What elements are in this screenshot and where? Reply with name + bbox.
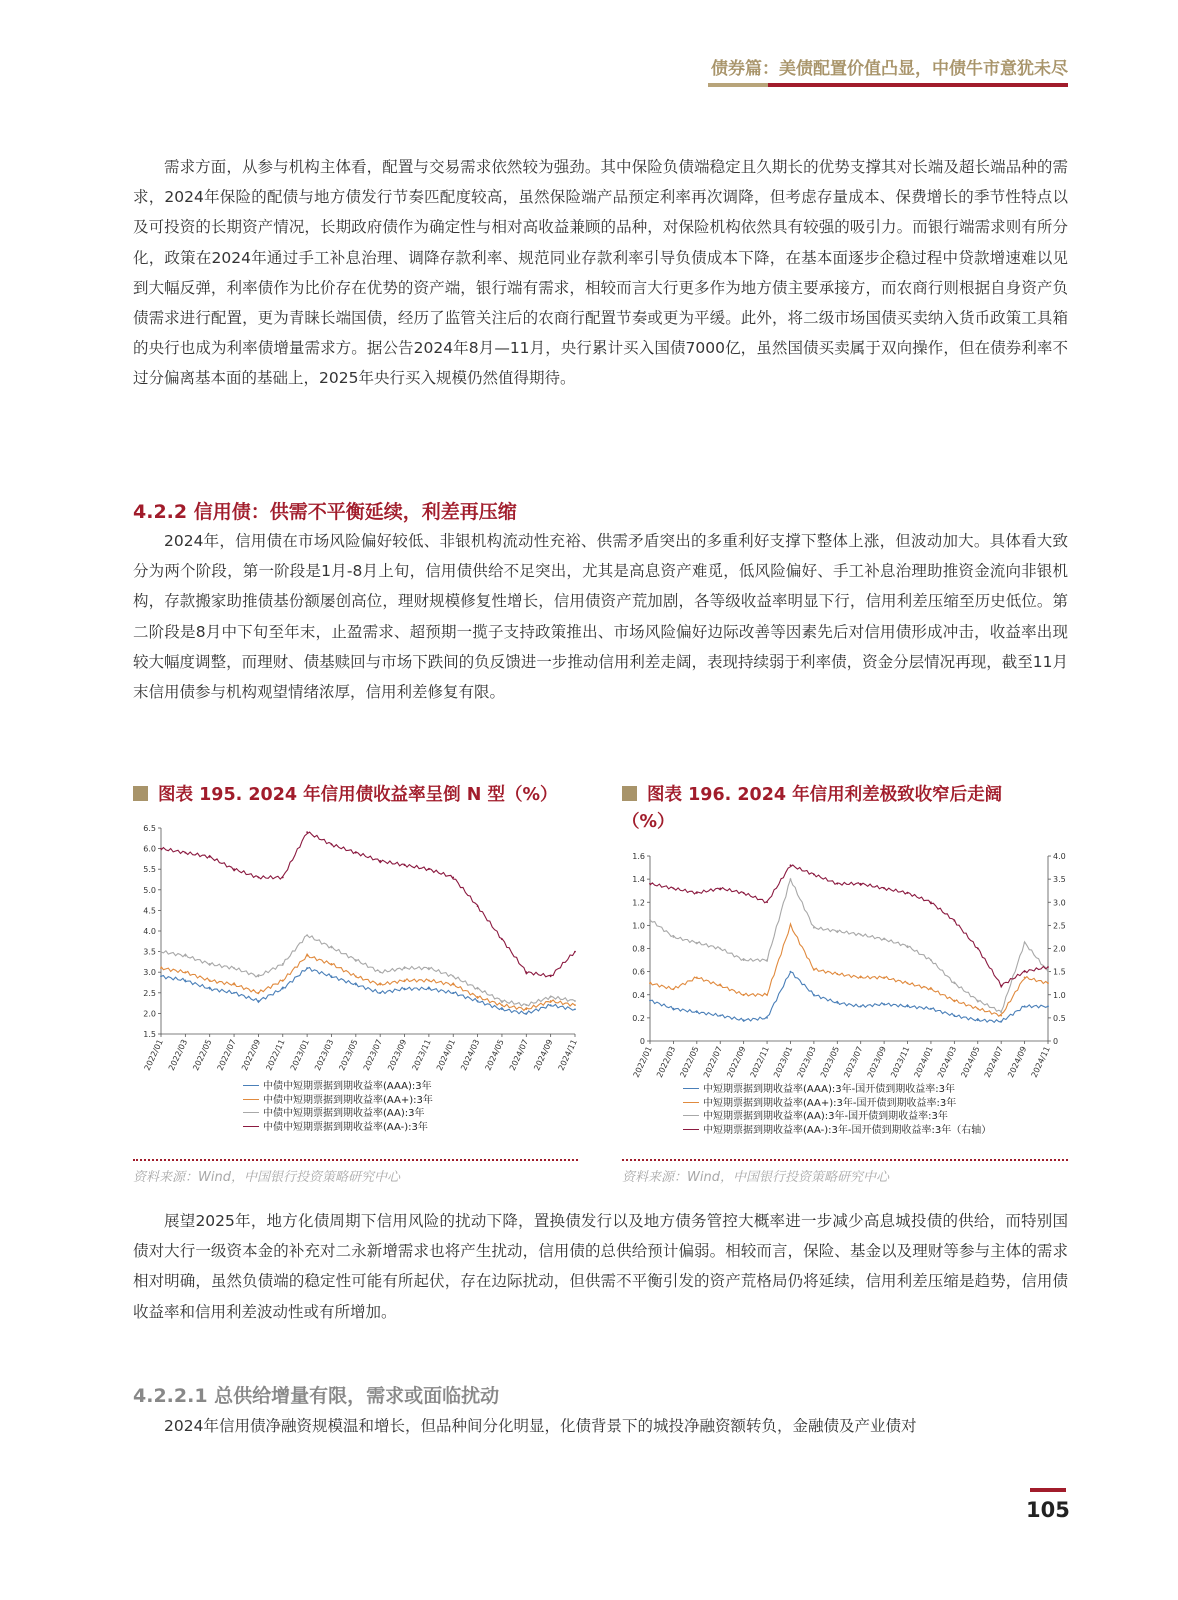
data-point	[428, 988, 430, 990]
series-line	[650, 865, 1048, 987]
series-line	[650, 924, 1048, 1016]
x-tick-label: 2023/07	[361, 1038, 384, 1072]
data-point	[953, 982, 955, 984]
x-tick-label: 2023/11	[889, 1045, 912, 1079]
x-tick-label: 2024/03	[935, 1045, 959, 1079]
data-point	[813, 994, 815, 996]
caption-square-icon	[133, 786, 148, 801]
x-tick-label: 2023/03	[313, 1038, 336, 1072]
y-tick-right-label: 1.5	[1053, 967, 1066, 977]
data-point	[477, 988, 479, 990]
data-point	[355, 984, 357, 986]
data-point	[883, 977, 885, 979]
legend-item: 中短期票据到期收益率(AAA):3年-国开债到期收益率:3年	[683, 1083, 991, 1097]
data-point	[525, 971, 527, 973]
x-tick-label: 2023/09	[386, 1038, 409, 1072]
data-point	[379, 992, 381, 994]
data-point	[550, 975, 552, 977]
data-point	[355, 975, 357, 977]
data-point	[331, 947, 333, 949]
data-point	[282, 963, 284, 965]
figure-196-caption	[622, 782, 1068, 836]
y-tick-label: 1.6	[632, 852, 645, 861]
x-tick-label: 2023/01	[772, 1045, 795, 1079]
x-tick-label: 2022/05	[191, 1038, 214, 1072]
y-tick-label: 5.0	[143, 885, 156, 895]
data-point	[907, 982, 909, 984]
data-point	[331, 844, 333, 846]
data-point	[766, 994, 768, 996]
data-point	[574, 1008, 576, 1010]
data-point	[977, 1019, 979, 1021]
y-tick-label: 0.6	[632, 967, 645, 977]
header-rule-gold	[708, 83, 768, 87]
y-tick-label: 6.5	[143, 824, 156, 833]
legend-item: 中债中短期票据到期收益率(AA):3年	[243, 1107, 433, 1121]
x-tick-label: 2024/01	[912, 1045, 935, 1079]
y-tick-right-label: 3.5	[1053, 875, 1066, 885]
data-point	[649, 982, 651, 984]
paragraph-demand: 需求方面，从参与机构主体看，配置与交易需求依然较为强劲。其中保险负债端稳定且久期长的优势支撑其对长端及超长端品种的需求，2024年保险的配债与地方债发行节奏匹配度较高，虽然保险端产品预定利率再次调降，但考虑存量成本、保费增长的季节性特点以及可投资的长期资产情况，长期政府债作为确定性与相对高收益兼顾的品种，对保险机构依然具有较强的吸引力。而银行端需求则有所分化，政策在2024年通过手工补息治理、调降存款利率、规范同业存款利率引导负债成本下降，在基本面逐步企稳过程中贷款增速难以见到大幅反弹，利率债作为比价存在优势的资产端，银行端有需求，相较而言大行更多作为地方债主要承接方，而农商行则根据自身资产负债需求进行配置，更为青睐长端国债，经历了监管关注后的农商行配置节奏或更为平缓。此外，将二级市场国债买卖纳入货币政策工具箱的央行也成为利率债增量需求方。据公告2024年8月—11月，央行累计买入国债7000亿，虽然国债买卖属于双向操作，但在债券利率不过分偏离基本面的基础上，2025年央行买入规模仍然值得期待。	[133, 158, 1068, 388]
data-point	[355, 852, 357, 854]
figure-195-legend	[243, 1080, 433, 1134]
data-point	[331, 975, 333, 977]
y-tick-label: 2.0	[143, 1009, 156, 1019]
data-point	[209, 980, 211, 982]
data-point	[452, 877, 454, 879]
y-tick-label: 5.5	[143, 865, 156, 875]
data-point	[209, 963, 211, 965]
x-tick-label: 2022/01	[142, 1038, 165, 1072]
data-point	[1000, 985, 1002, 987]
data-point	[306, 955, 308, 957]
y-tick-label: 0.4	[632, 990, 645, 1000]
data-point	[452, 984, 454, 986]
x-tick-label: 2022/07	[701, 1045, 725, 1079]
series-line	[161, 935, 575, 1006]
data-point	[649, 1000, 651, 1002]
data-point	[379, 860, 381, 862]
data-point	[743, 1019, 745, 1021]
data-point	[883, 1003, 885, 1005]
data-point	[1024, 971, 1026, 973]
data-point	[977, 1008, 979, 1010]
data-point	[258, 975, 260, 977]
data-point	[930, 988, 932, 990]
data-point	[404, 980, 406, 982]
x-tick-label: 2024/11	[556, 1038, 579, 1072]
figure-196-caption-text: 图表 196. 2024 年信用利差极致收窄后走阔	[647, 785, 1003, 805]
data-point	[907, 1005, 909, 1007]
y-tick-label: 2.5	[143, 988, 156, 998]
x-tick-label: 2022/01	[631, 1045, 654, 1079]
y-tick-label: 0	[639, 1037, 645, 1046]
x-tick-label: 2022/09	[725, 1045, 748, 1079]
x-tick-label: 2022/03	[166, 1038, 190, 1072]
x-tick-label: 2024/01	[434, 1038, 458, 1072]
legend-item: 中债中短期票据到期收益率(AA-):3年	[243, 1121, 433, 1135]
legend-item: 中债中短期票据到期收益率(AA+):3年	[243, 1094, 433, 1108]
data-point	[452, 975, 454, 977]
caption-square-icon	[622, 786, 637, 801]
y-tick-right-label: 2.0	[1053, 944, 1066, 954]
data-point	[525, 1008, 527, 1010]
data-point	[525, 1004, 527, 1006]
data-point	[696, 977, 698, 979]
x-tick-label: 2024/07	[982, 1045, 1005, 1079]
paragraph-credit-2024: 2024年，信用债在市场风险偏好较低、非银机构流动性充裕、供需矛盾突出的多重利好支撑下整体上涨，但波动加大。具体看大致分为两个阶段，第一阶段是1月-8月上旬，信用债供给不足突出，尤其是高息资产难觅，低风险偏好、手工补息治理助推资金流向非银机构，存款搬家助推债基份额屡创高位，理财规模修复性增长，信用债资产荒加剧，各等级收益率明显下行，信用利差压缩至历史低位。第二阶段是8月中下旬至年末，止盈需求、超预期一揽子支持政策推出、市场风险偏好边际改善等因素先后对信用债形成冲击，收益率出现较大幅度调整，而理财、债基赎回与市场下跌间的负反馈进一步推动信用利差走阔，表现持续弱于利率债，资金分层情况再现，截至11月末信用债参与机构观望情绪浓厚，信用利差修复有限。	[133, 532, 1068, 702]
data-point	[743, 892, 745, 894]
data-point	[953, 920, 955, 922]
y-tick-right-label: 3.0	[1053, 898, 1066, 908]
data-point	[930, 901, 932, 903]
y-tick-label: 4.5	[143, 906, 156, 916]
data-point	[355, 959, 357, 961]
data-point	[907, 945, 909, 947]
y-tick-right-label: 4.0	[1053, 852, 1066, 861]
data-point	[883, 938, 885, 940]
data-point	[282, 988, 284, 990]
data-point	[574, 1000, 576, 1002]
data-point	[184, 955, 186, 957]
data-point	[766, 1017, 768, 1019]
data-point	[673, 887, 675, 889]
data-point	[404, 864, 406, 866]
series-line	[650, 879, 1048, 1011]
data-point	[1000, 1020, 1002, 1022]
figure-195-caption-text: 图表 195. 2024 年信用债收益率呈倒 N 型（%）	[158, 785, 558, 805]
x-tick-label: 2023/11	[410, 1038, 433, 1072]
x-tick-label: 2023/01	[288, 1038, 311, 1072]
x-tick-label: 2024/09	[532, 1038, 555, 1072]
y-tick-label: 6.0	[143, 844, 156, 854]
data-point	[860, 883, 862, 885]
data-point	[160, 967, 162, 969]
data-point	[209, 856, 211, 858]
data-point	[379, 984, 381, 986]
x-tick-label: 2023/05	[337, 1038, 360, 1072]
y-tick-right-label: 2.5	[1053, 921, 1066, 931]
x-tick-label: 2024/07	[507, 1038, 531, 1072]
data-point	[550, 1000, 552, 1002]
x-tick-label: 2022/11	[264, 1038, 287, 1072]
figure-195-source: 资料来源：Wind，中国银行投资策略研究中心	[133, 1170, 400, 1185]
data-point	[184, 971, 186, 973]
data-point	[1000, 1015, 1002, 1017]
x-tick-label: 2024/11	[1029, 1045, 1052, 1079]
y-tick-right-label: 1.0	[1053, 990, 1066, 1000]
figure-195-divider	[133, 1159, 578, 1161]
data-point	[696, 942, 698, 944]
data-point	[743, 994, 745, 996]
data-point	[790, 864, 792, 866]
y-tick-right-label: 0	[1053, 1037, 1059, 1046]
data-point	[258, 992, 260, 994]
y-tick-label: 0.8	[632, 944, 645, 954]
data-point	[452, 992, 454, 994]
data-point	[501, 1004, 503, 1006]
data-point	[836, 883, 838, 885]
legend-item: 中债中短期票据到期收益率(AAA):3年	[243, 1080, 433, 1094]
data-point	[1047, 982, 1049, 984]
figure-195-chart	[133, 818, 583, 1080]
data-point	[930, 959, 932, 961]
y-tick-label: 1.2	[632, 898, 645, 908]
data-point	[184, 852, 186, 854]
x-tick-label: 2024/09	[1006, 1045, 1029, 1079]
data-point	[719, 948, 721, 950]
data-point	[477, 996, 479, 998]
data-point	[790, 971, 792, 973]
data-point	[306, 967, 308, 969]
paragraph-outlook-2025: 展望2025年，地方化债周期下信用风险的扰动下降，置换债发行以及地方债务管控大概率进一步减少高息城投债的供给，而特别国债对大行一级资本金的补充对二永新增需求也将产生扰动，信用债的总供给预计偏弱。相较而言，保险、基金以及理财等参与主体的需求相对明确，虽然负债端的稳定性可能有所起伏，存在边际扰动，但供需不平衡引发的资产荒格局仍将延续，信用利差压缩是趋势，信用债收益率和信用利差波动性或有所增加。	[133, 1212, 1068, 1321]
figure-195-caption	[133, 782, 593, 809]
data-point	[525, 1013, 527, 1015]
data-point	[673, 1008, 675, 1010]
data-point	[953, 1000, 955, 1002]
data-point	[836, 973, 838, 975]
series-line	[650, 972, 1048, 1022]
y-tick-label: 1.5	[143, 1030, 156, 1039]
data-point	[696, 1011, 698, 1013]
header-rule-red	[768, 83, 1068, 87]
legend-item: 中短期票据到期收益率(AA):3年-国开债到期收益率:3年	[683, 1110, 991, 1124]
y-tick-label: 0.2	[632, 1013, 645, 1023]
data-point	[930, 1008, 932, 1010]
x-tick-label: 2024/05	[959, 1045, 982, 1079]
y-tick-label: 3.0	[143, 968, 156, 978]
data-point	[404, 988, 406, 990]
data-point	[813, 874, 815, 876]
x-tick-label: 2022/11	[748, 1045, 771, 1079]
data-point	[428, 868, 430, 870]
data-point	[184, 980, 186, 982]
data-point	[331, 963, 333, 965]
data-point	[766, 959, 768, 961]
data-point	[306, 934, 308, 936]
series-line	[161, 968, 575, 1015]
data-point	[233, 868, 235, 870]
section-heading-4-2-2: 4.2.2 信用债：供需不平衡延续，利差再压缩	[133, 501, 517, 523]
y-tick-label: 1.0	[632, 921, 645, 931]
data-point	[501, 938, 503, 940]
data-point	[258, 1000, 260, 1002]
data-point	[1000, 1011, 1002, 1013]
data-point	[977, 1000, 979, 1002]
x-tick-label: 2022/05	[678, 1045, 701, 1079]
data-point	[813, 968, 815, 970]
data-point	[306, 831, 308, 833]
data-point	[836, 1002, 838, 1004]
x-tick-label: 2023/09	[865, 1045, 888, 1079]
data-point	[550, 996, 552, 998]
data-point	[907, 892, 909, 894]
x-tick-label: 2023/03	[795, 1045, 818, 1079]
x-tick-label: 2023/07	[842, 1045, 865, 1079]
data-point	[1024, 942, 1026, 944]
data-point	[696, 892, 698, 894]
data-point	[719, 887, 721, 889]
data-point	[282, 877, 284, 879]
data-point	[883, 887, 885, 889]
data-point	[160, 951, 162, 953]
legend-item: 中短期票据到期收益率(AA-):3年-国开债到期收益率:3年（右轴）	[683, 1124, 991, 1138]
y-tick-label: 1.4	[632, 875, 645, 885]
data-point	[404, 967, 406, 969]
data-point	[160, 975, 162, 977]
data-point	[1024, 977, 1026, 979]
data-point	[860, 934, 862, 936]
page-number: 105	[1026, 1498, 1070, 1522]
data-point	[790, 878, 792, 880]
data-point	[501, 1000, 503, 1002]
paragraph-supply: 2024年信用债净融资规模温和增长，但品种间分化明显，化债背景下的城投净融资额转负，金融债及产业债对	[164, 1417, 917, 1435]
series-line	[161, 832, 575, 977]
data-point	[1024, 1005, 1026, 1007]
y-tick-label: 4.0	[143, 927, 156, 936]
figure-196-source: 资料来源：Wind，中国银行投资策略研究中心	[622, 1170, 889, 1185]
y-tick-right-label: 0.5	[1053, 1013, 1066, 1023]
data-point	[719, 985, 721, 987]
data-point	[233, 992, 235, 994]
y-tick-label: 3.5	[143, 947, 156, 957]
data-point	[282, 980, 284, 982]
data-point	[790, 924, 792, 926]
x-tick-label: 2024/05	[483, 1038, 506, 1072]
x-tick-label: 2024/03	[459, 1038, 482, 1072]
data-point	[501, 1008, 503, 1010]
data-point	[766, 901, 768, 903]
data-point	[977, 948, 979, 950]
data-point	[860, 1005, 862, 1007]
data-point	[160, 848, 162, 850]
data-point	[233, 984, 235, 986]
data-point	[673, 988, 675, 990]
data-point	[836, 930, 838, 932]
data-point	[574, 1004, 576, 1006]
data-point	[743, 959, 745, 961]
data-point	[649, 919, 651, 921]
data-point	[574, 951, 576, 953]
data-point	[477, 905, 479, 907]
data-point	[953, 1015, 955, 1017]
x-tick-label: 2023/05	[818, 1045, 842, 1079]
data-point	[1047, 971, 1049, 973]
figure-196-caption-unit: （%）	[622, 812, 675, 832]
data-point	[649, 883, 651, 885]
x-tick-label: 2022/03	[655, 1045, 678, 1079]
data-point	[813, 927, 815, 929]
legend-item: 中短期票据到期收益率(AA+):3年-国开债到期收益率:3年	[683, 1097, 991, 1111]
data-point	[550, 1004, 552, 1006]
figure-196-chart	[620, 846, 1070, 1082]
data-point	[379, 971, 381, 973]
data-point	[477, 1000, 479, 1002]
data-point	[719, 1015, 721, 1017]
data-point	[428, 967, 430, 969]
data-point	[209, 988, 211, 990]
data-point	[1047, 1005, 1049, 1007]
figure-196-legend	[683, 1083, 991, 1137]
data-point	[673, 936, 675, 938]
data-point	[233, 967, 235, 969]
running-header-title: 债券篇：美债配置价值凸显，中债牛市意犹未尽	[711, 59, 1068, 79]
data-point	[860, 977, 862, 979]
x-tick-label: 2022/07	[215, 1038, 238, 1072]
page-number-rule	[1030, 1488, 1066, 1492]
x-tick-label: 2022/09	[240, 1038, 263, 1072]
figure-196-divider	[622, 1159, 1068, 1161]
data-point	[428, 980, 430, 982]
data-point	[1047, 966, 1049, 968]
data-point	[258, 877, 260, 879]
section-heading-4-2-2-1: 4.2.2.1 总供给增量有限，需求或面临扰动	[133, 1385, 500, 1407]
